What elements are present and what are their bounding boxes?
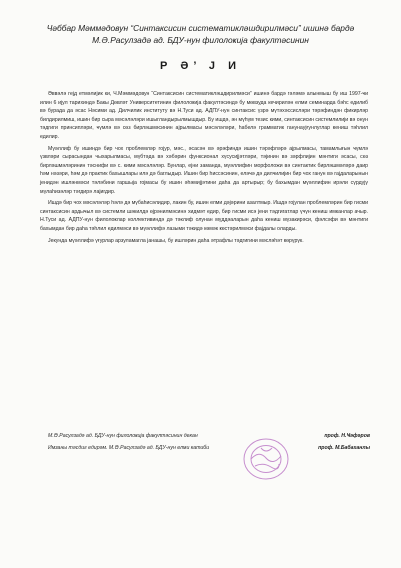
official-stamp-icon: [241, 436, 291, 482]
document-heading: Р Ә’ Ј И: [160, 60, 241, 72]
paragraph-4: Јекунда мүәллифә үғурлар арзуламагла јанашы, бу ишләрин даһа әтрафлы тәдгигини мәсләһәт ҝөрүрүк.: [48, 237, 304, 244]
signature-name-2: проф. М.Бабаханлы: [318, 445, 370, 451]
signature-name-1: проф. Н.Ҹәфәров: [324, 433, 370, 439]
signature-block: [40, 430, 370, 454]
signature-row-1: [40, 430, 370, 442]
paragraph-2: Мүәллиф бу ишиндә бир чох проблемләр гојур, мәс., әсасән вә әрәфиндә ишин тәрәфләрә ајрылмасы, тамамлығын ҹүмлә үзвләри сырасындан чыхарылмасы, мүбтәда вә хәбәрин функсионал хүсусијјәтләри, тәјинин вә зәрфлијин мәнтиги әсасы, сөз бирләшмәләринин тәснифи вә с. кими мәсәләләр. Бунлар, ејни заманда, мүәллифин морфоложи вә синтактик бирләшмәләрә даир һәм нәзәри, һәм дә практик бахышлары илә дә баглыдыр. Ишин бир һиссәсинин, еләҹә дә дилчилијин бир чох ганун вә гајдаларынын јенидән ишләнмәси тәләбини гаршыја гојмасы бу ишин әһәмијјәтини даһа да артырыр; бу бахымдан мүәллифин ирәли сүрдүјү мүлаһизәләр тәгдирә лајигдир.: [40, 145, 368, 195]
stamp-strokes: [244, 439, 288, 479]
signature-org-1: М.Ә.Расулзадә ад. БДУ-нун филолоҝија факултәсинин декан: [48, 433, 198, 439]
document-body: [40, 90, 368, 248]
title-line-1: Чәббар Мәммәдовун “Синтаксисин систематикләшдирилмәси” ишинә бардә: [46, 23, 355, 33]
signature-row-2: [40, 442, 370, 454]
title-line-2: М.Ә.Расулзадә ад. БДУ-нун филолоҝија факултәсинин: [92, 35, 309, 45]
paragraph-1: Әввәлә гејд етмәлијик ки, Ч.Мәммәдовун “Синтаксисин систематикләшдирилмәси” ишинә бардә гәләмә алынмыш бу иш 1997-ҹи илин 6 ијул тарихиндә Бакы Дөвләт Университетинин филолоҝија факултәсиндә бу мөвзуда кечирилән елми семинарда бәһс едилиб вә бурада да әсас Нәсими ад. Дилчилик институту вә Н.Туси ад. АДПУ-нун синтаксис үзрә мүтәхәссисләри тәрәфиндән фикирләр билдирилмиш, ишин бир сыра мәсәләләри ишыгландырылмышдыр. Бу ишдә, ән мүһүм тезис кими, синтаксисин системлилији вә онун тәдгиги принсипләри, ҹүмлә вә сөз бирләшмәсинин ајрылмасы мәсәләләри, һабелә грамматик ганунаујғунлуглар ҝениш тәһлил едилир.: [40, 91, 368, 140]
signature-org-2: Имзаны тәсдиг едирәм. М.Ә.Расулзадә ад. БДУ-нун елми катиби: [48, 445, 210, 451]
paragraph-3: Ишдә бир чох мәсәләләр һәлә дә мүбаһисәлидир, лакин бу, ишин елми дәјәрини азалтмыр. Ишдә гојулан проблемләрин бир гисми синтаксисин ардыҹыл вә системли шәкилдә өјрәнилмәсинә хидмәт едир, бир гисми исә јени тәдгигатлар үчүн ҝениш имканлар ачыр. Н.Туси ад. АДПУ-нун филолоҝлар коллективиндә дә тәклиф олунан мүддәаларын даһа ҝениш мүзакирәси, фәлсәфи вә мәнтиги бахымдан бир даһа тәһлил едилмәси вә мүәллифә лазыми тәкидә көмәк ҝөстәрилмәси фајдалы оларды.: [40, 200, 368, 232]
document-title: [0, 22, 401, 46]
